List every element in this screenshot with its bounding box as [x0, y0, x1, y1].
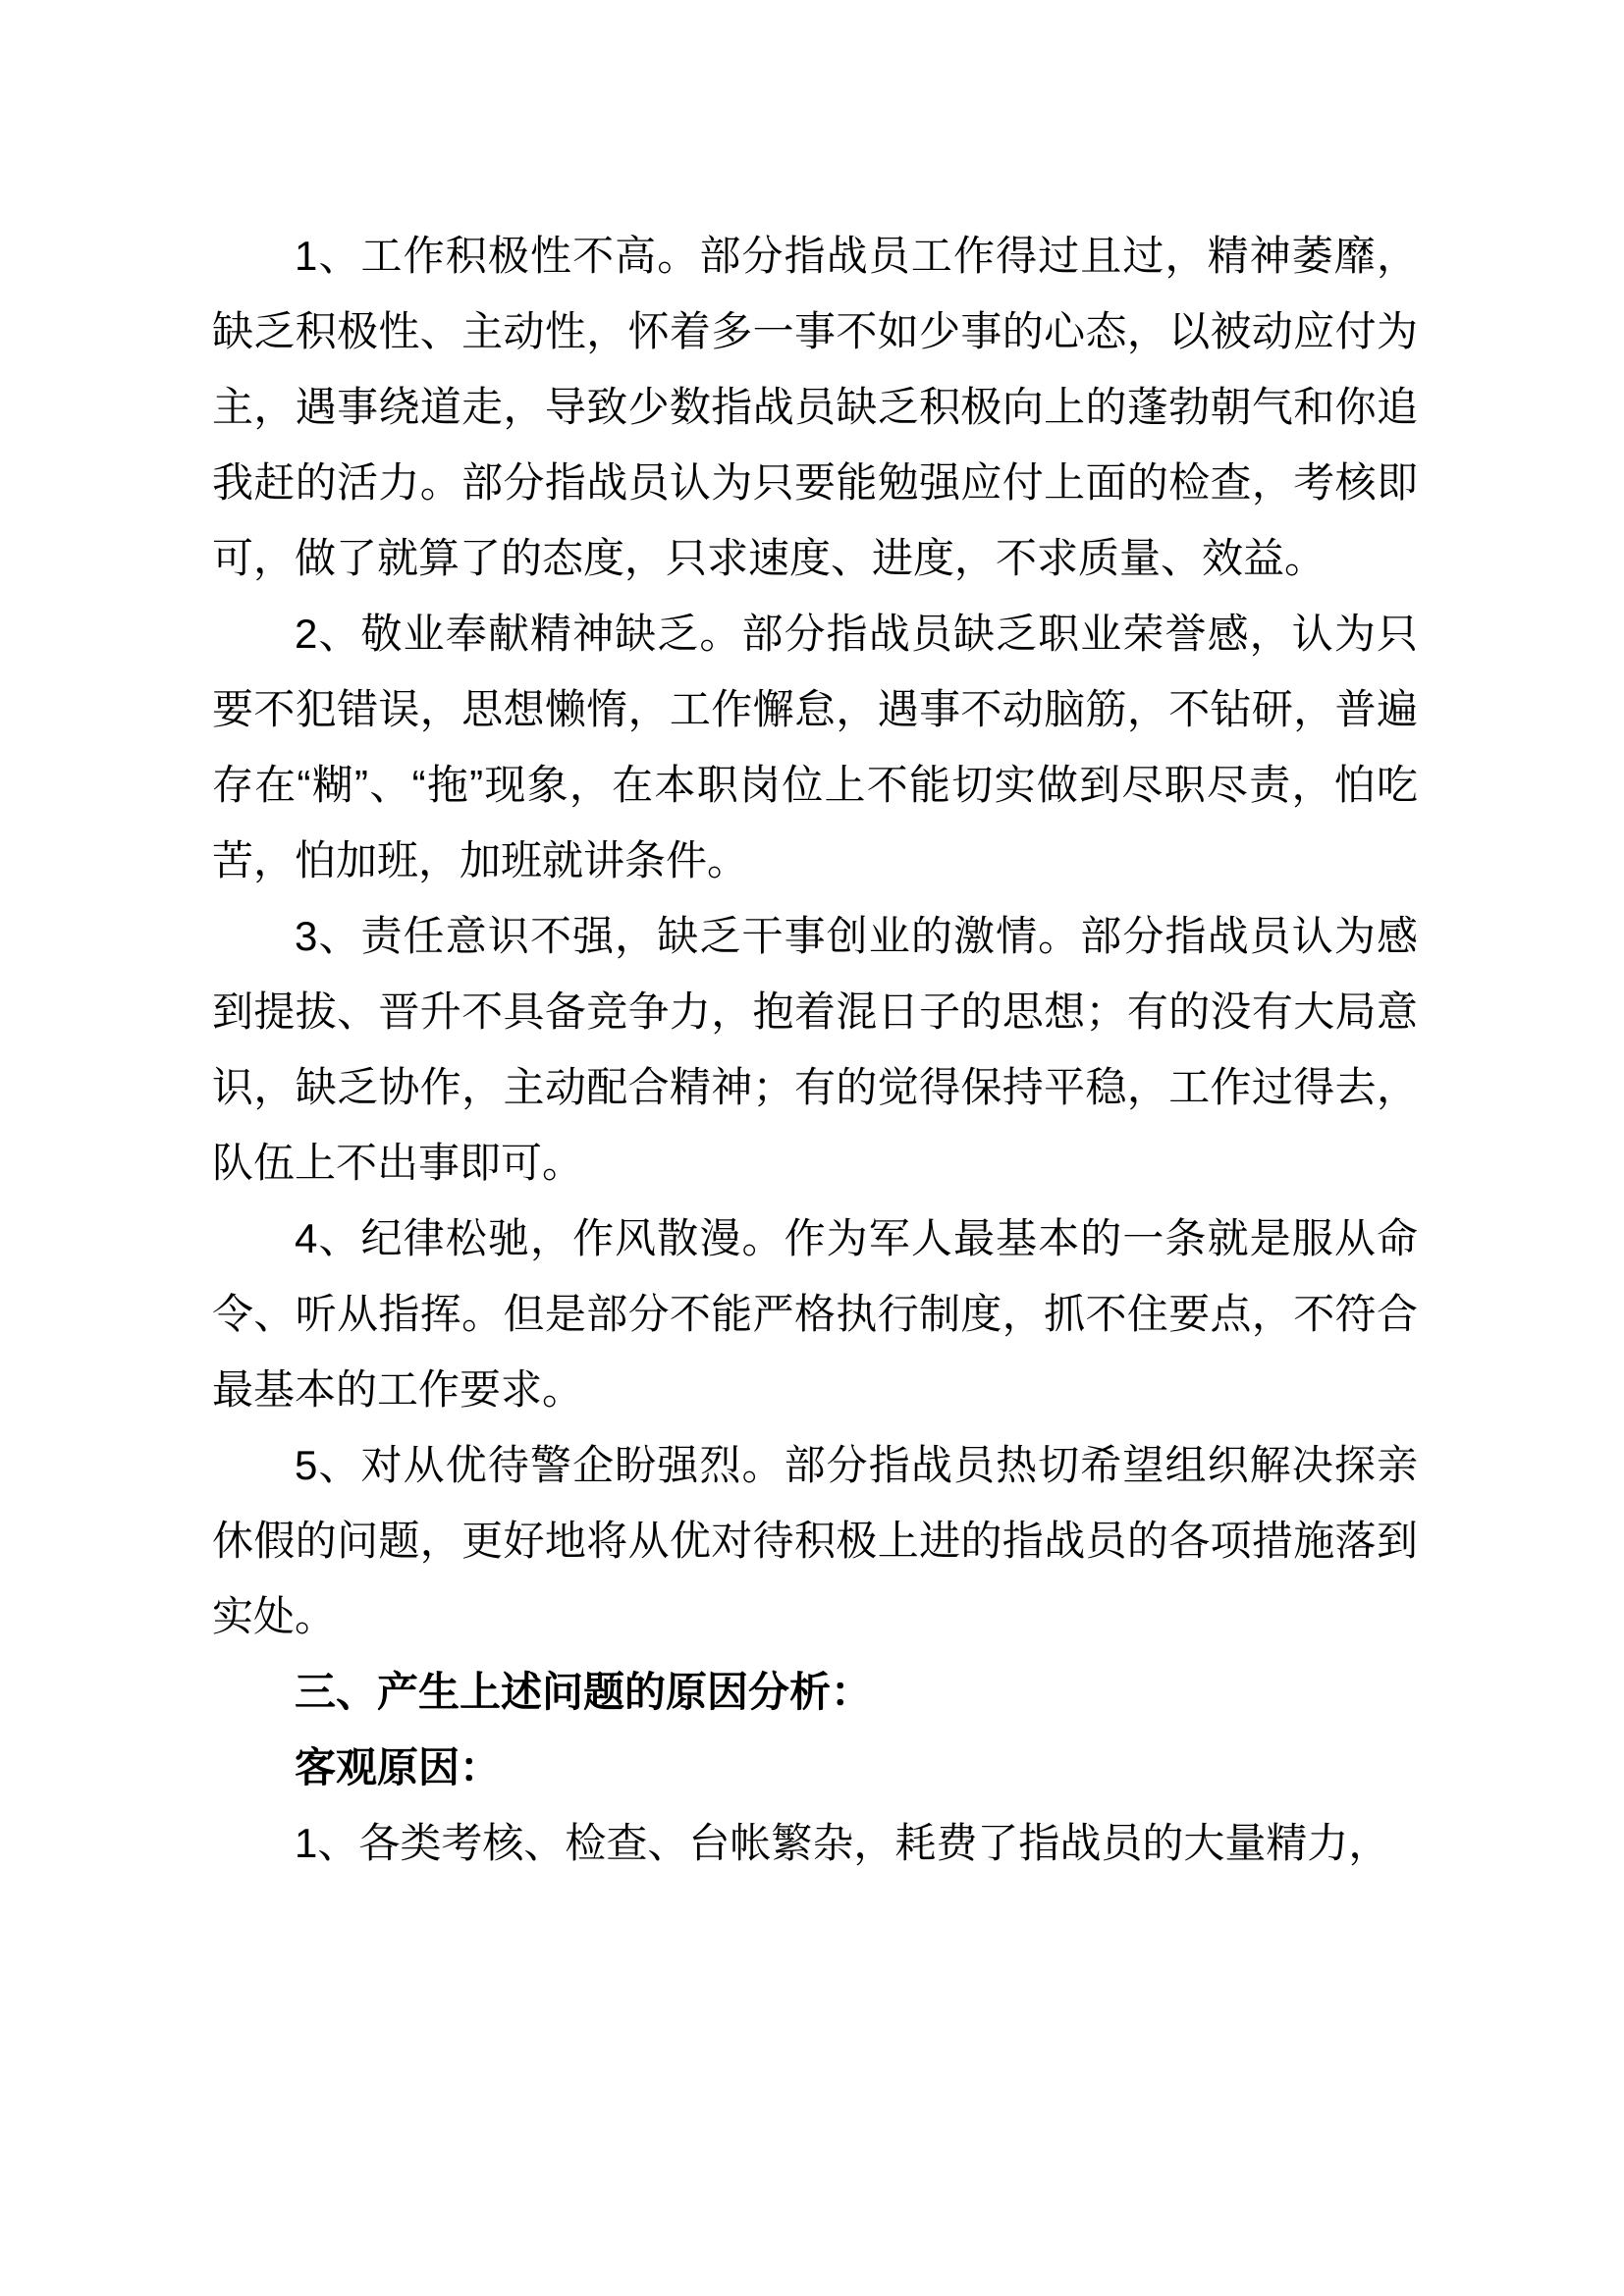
paragraph-2: 2、敬业奉献精神缺乏。部分指战员缺乏职业荣誉感，认为只要不犯错误，思想懒惰，工作懈怠，遇事不动脑筋，不钻研，普遍存在“糊”、“拖”现象，在本职岗位上不能切实做到尽职尽责，怕吃苦，怕加班，加班就讲条件。 [212, 611, 1418, 883]
paragraph-4: 4、纪律松驰，作风散漫。作为军人最基本的一条就是服从命令、听从指挥。但是部分不能严格执行制度，抓不住要点，不符合最基本的工作要求。 [212, 1215, 1418, 1413]
subsection-heading: 客观原因： [295, 1744, 502, 1790]
paragraph-3: 3、责任意识不强，缺乏干事创业的激情。部分指战员认为感到提拔、晋升不具备竞争力，抱着混日子的思想；有的没有大局意识，缺乏协作，主动配合精神；有的觉得保持平稳，工作过得去，队伍上不出事即可。 [212, 913, 1418, 1186]
section-heading: 三、产生上述问题的原因分析： [295, 1669, 873, 1715]
paragraph-6: 1、各类考核、检查、台帐繁杂，耗费了指战员的大量精力， [295, 1820, 1390, 1866]
paragraph-1: 1、工作积极性不高。部分指战员工作得过且过，精神萎靡，缺乏积极性、主动性，怀着多一事不如少事的心态，以被动应付为主，遇事绕道走，导致少数指战员缺乏积极向上的蓬勃朝气和你追我赶的活力。部分指战员认为只要能勉强应付上面的检查，考核即可，做了就算了的态度，只求速度、进度，不求质量、效益。 [212, 233, 1418, 581]
paragraph-5: 5、对从优待警企盼强烈。部分指战员热切希望组织解决探亲休假的问题，更好地将从优对待积极上进的指战员的各项措施落到实处。 [212, 1442, 1418, 1639]
